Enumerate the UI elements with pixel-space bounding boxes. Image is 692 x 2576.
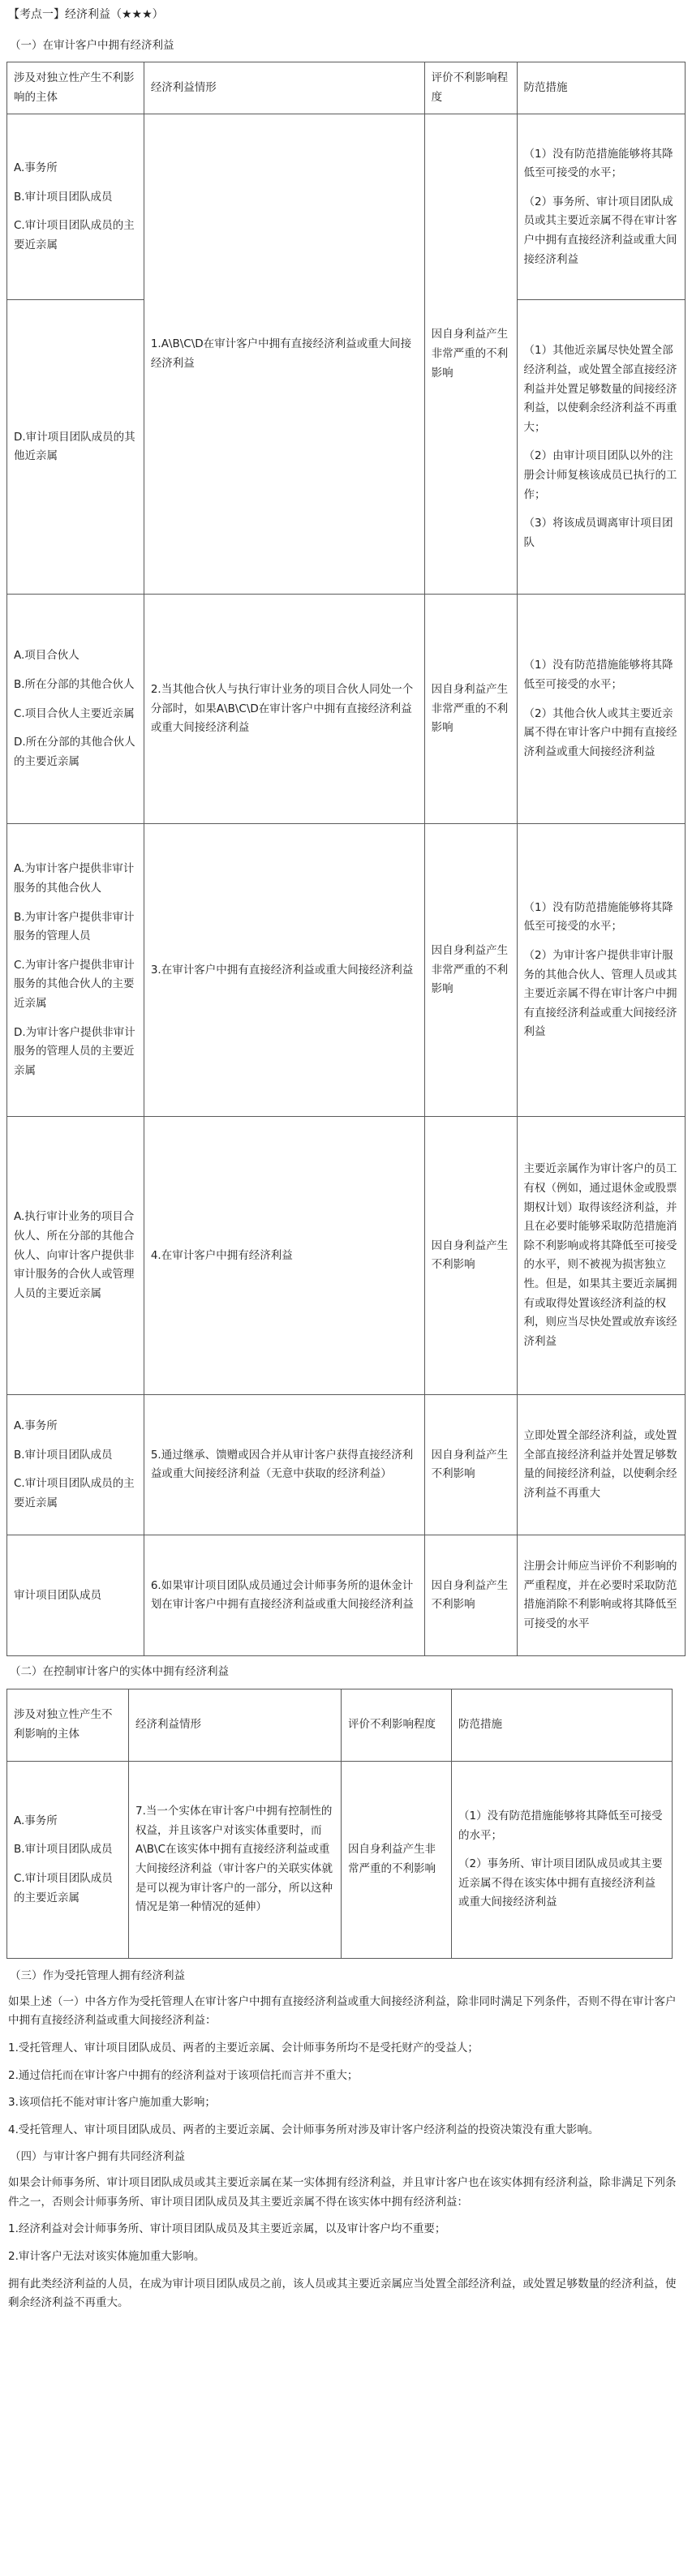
- header-situation: 经济利益情形: [144, 62, 424, 114]
- evaluation-cell: 因自身利益产生不利影响: [424, 1535, 517, 1656]
- page-title: 【考点一】经济利益（★★★）: [8, 8, 164, 21]
- measures-cell: [517, 1395, 686, 1535]
- section4-intro: 如果会计师事务所、审计项目团队成员或其主要近亲属在某一实体拥有经济利益，并且审计客户也在该实体拥有经济利益，除非满足下列条件之一，否则会计师事务所、审计项目团队成员及其主要近亲属不得在该实体中拥有经济利益：: [8, 2176, 677, 2209]
- measure-item: （2）为审计客户提供非审计服务的其他合伙人、管理人员或其主要近亲属不得在审计客户中拥有直接经济利益或重大间接经济利益: [523, 948, 677, 1039]
- situation-cell: 6.如果审计项目团队成员通过会计师事务所的退休金计划在审计客户中拥有直接经济利益或重大间接经济利益: [144, 1535, 424, 1656]
- evaluation-cell: 因自身利益产生不利影响: [424, 1117, 517, 1395]
- section3-item: 1.受托管理人、审计项目团队成员、两者的主要近亲属、会计师事务所均不是受托财产的受益人；: [8, 2041, 479, 2054]
- section3-heading: （三）作为受托管理人拥有经济利益: [10, 1969, 185, 1982]
- header-entity: 涉及对独立性产生不利影响的主体: [7, 62, 144, 114]
- measure-item: （1）没有防范措施能够将其降低至可接受的水平；: [523, 659, 673, 691]
- entity-cell: [7, 1395, 144, 1535]
- situation-cell: 7.当一个实体在审计客户中拥有控制性的权益，并且该客户对该实体重要时，而A\B\C在该实体中拥有直接经济利益或重大间接经济利益（审计客户的关联实体就是可以视为审计客户的一部分，所以这种情况是第一种情况的延伸）: [129, 1762, 342, 1959]
- entity-item: D.审计项目团队成员的其他近亲属: [14, 430, 135, 463]
- situation-cell: 4.在审计客户中拥有经济利益: [144, 1117, 424, 1395]
- entity-item: B.为审计客户提供非审计服务的管理人员: [14, 910, 135, 943]
- entity-item: A.为审计客户提供非审计服务的其他合伙人: [14, 862, 135, 895]
- table-row: [7, 1535, 686, 1656]
- table-row: [7, 1117, 686, 1395]
- section3-intro: 如果上述（一）中各方作为受托管理人在审计客户中拥有直接经济利益或重大间接经济利益，除非同时满足下列条件，否则不得在审计客户中拥有直接经济利益或重大间接经济利益：: [8, 1994, 677, 2028]
- entity-cell: [7, 1117, 144, 1395]
- measures-cell: [517, 300, 686, 595]
- header-measures: 防范措施: [452, 1689, 673, 1762]
- entity-cell: [7, 824, 144, 1117]
- table-row: [7, 1395, 686, 1535]
- entity-cell: [7, 114, 144, 300]
- table-row: [7, 1762, 673, 1959]
- header-entity: 涉及对独立性产生不利影响的主体: [7, 1689, 129, 1762]
- section4-closing: 拥有此类经济利益的人员，在成为审计项目团队成员之前，该人员或其主要近亲属应当处置全部经济利益，或处置足够数量的经济利益，使剩余经济利益不再重大。: [8, 2277, 677, 2310]
- situation-cell: 5.通过继承、馈赠或因合并从审计客户获得直接经济利益或重大间接经济利益（无意中获取的经济利益）: [144, 1395, 424, 1535]
- measure-item: （1）其他近亲属尽快处置全部经济利益，或处置全部直接经济利益并处置足够数量的间接经济利益，以使剩余经济利益不再重大；: [523, 344, 677, 434]
- entity-item: B.审计项目团队成员: [14, 1448, 113, 1462]
- entity-item: A.事务所: [14, 161, 58, 175]
- header-situation: 经济利益情形: [129, 1689, 342, 1762]
- table-header-row: [7, 62, 686, 114]
- measures-cell: [517, 595, 686, 824]
- evaluation-cell: 因自身利益产生非常严重的不利影响: [424, 114, 517, 595]
- section4-heading: （四）与审计客户拥有共同经济利益: [10, 2150, 185, 2164]
- measures-cell: [517, 824, 686, 1117]
- measures-cell: [452, 1762, 673, 1959]
- entity-item: A.执行审计业务的项目合伙人、所在分部的其他合伙人、向审计客户提供非审计服务的合伙人或管理人员的主要近亲属: [14, 1210, 135, 1300]
- measure-item: （2）事务所、审计项目团队成员或其主要近亲属不得在审计客户中拥有直接经济利益或重大间接经济利益: [523, 195, 677, 266]
- entity-item: A.项目合伙人: [14, 649, 80, 663]
- entity-item: D.所在分部的其他合伙人的主要近亲属: [14, 736, 135, 768]
- measure-item: （3）将该成员调离审计项目团队: [523, 517, 673, 549]
- header-measures: 防范措施: [517, 62, 686, 114]
- measure-item: 立即处置全部经济利益，或处置全部直接经济利益并处置足够数量的间接经济利益，以使剩余经济利益不再重大: [523, 1429, 677, 1500]
- entity-item: A.事务所: [14, 1814, 58, 1827]
- economic-interest-table: [6, 62, 686, 1656]
- table-header-row: [7, 1689, 673, 1762]
- section3-item: 3.该项信托不能对审计客户施加重大影响；: [8, 2096, 216, 2110]
- measure-item: （2）由审计项目团队以外的注册会计师复核该成员已执行的工作；: [523, 449, 677, 501]
- table-row: [7, 595, 686, 824]
- entity-item: B.审计项目团队成员: [14, 1843, 113, 1857]
- entity-item: 审计项目团队成员: [14, 1588, 101, 1602]
- section4-item: 2.审计客户无法对该实体施加重大影响。: [8, 2249, 205, 2263]
- header-evaluation: 评价不利影响程度: [424, 62, 517, 114]
- measures-cell: [517, 1117, 686, 1395]
- entity-cell: [7, 1535, 144, 1656]
- section1-heading: （一）在审计客户中拥有经济利益: [10, 38, 174, 52]
- entity-cell: [7, 300, 144, 595]
- measures-cell: [517, 1535, 686, 1656]
- measures-cell: [517, 114, 686, 300]
- entity-item: B.审计项目团队成员: [14, 190, 113, 204]
- table-row: [7, 824, 686, 1117]
- entity-item: B.所在分部的其他合伙人: [14, 677, 135, 691]
- entity-cell: [7, 1762, 129, 1959]
- entity-item: A.事务所: [14, 1419, 58, 1433]
- situation-cell: 3.在审计客户中拥有直接经济利益或重大间接经济利益: [144, 824, 424, 1117]
- measure-item: （1）没有防范措施能够将其降低至可接受的水平；: [523, 900, 673, 934]
- entity-item: D.为审计客户提供非审计服务的管理人员的主要近亲属: [14, 1025, 135, 1077]
- controlling-entity-table: [6, 1689, 673, 1959]
- evaluation-cell: 因自身利益产生不利影响: [424, 1395, 517, 1535]
- situation-cell: 2.当其他合伙人与执行审计业务的项目合伙人同处一个分部时，如果A\B\C\D在审计客户中拥有直接经济利益或重大间接经济利益: [144, 595, 424, 824]
- situation-cell: 1.A\B\C\D在审计客户中拥有直接经济利益或重大间接经济利益: [144, 114, 424, 595]
- entity-item: C.审计项目团队成员的主要近亲属: [14, 219, 135, 251]
- entity-item: C.项目合伙人主要近亲属: [14, 706, 135, 720]
- section2-heading: （二）在控制审计客户的实体中拥有经济利益: [10, 1665, 229, 1679]
- entity-item: C.为审计客户提供非审计服务的其他合伙人的主要近亲属: [14, 958, 135, 1010]
- measure-item: （1）没有防范措施能够将其降低至可接受的水平；: [458, 1809, 663, 1842]
- measure-item: （1）没有防范措施能够将其降低至可接受的水平；: [523, 147, 673, 180]
- measure-item: （2）其他合伙人或其主要近亲属不得在审计客户中拥有直接经济利益或重大间接经济利益: [523, 706, 677, 758]
- section4-item: 1.经济利益对会计师事务所、审计项目团队成员及其主要近亲属，以及审计客户均不重要；: [8, 2222, 446, 2236]
- header-evaluation: 评价不利影响程度: [342, 1689, 452, 1762]
- section3-item: 4.受托管理人、审计项目团队成员、两者的主要近亲属、会计师事务所对涉及审计客户经济利益的投资决策没有重大影响。: [8, 2123, 600, 2136]
- entity-item: C.审计项目团队成员的主要近亲属: [14, 1477, 135, 1509]
- section3-item: 2.通过信托而在审计客户中拥有的经济利益对于该项信托而言并不重大；: [8, 2068, 359, 2082]
- entity-item: C.审计项目团队成员的主要近亲属: [14, 1872, 113, 1904]
- evaluation-cell: 因自身利益产生非常严重的不利影响: [424, 824, 517, 1117]
- measure-item: 主要近亲属作为审计客户的员工有权（例如，通过退休金或股票期权计划）取得该经济利益，并且在必要时能够采取防范措施消除不利影响或将其降低至可接受的水平，则不被视为损害独立性。但是，如果其主要近亲属拥有或取得处置该经济利益的权利，则应当尽快处置或放弃该经济利益: [523, 1162, 677, 1348]
- entity-cell: [7, 595, 144, 824]
- evaluation-cell: 因自身利益产生非常严重的不利影响: [424, 595, 517, 824]
- evaluation-cell: 因自身利益产生非常严重的不利影响: [342, 1762, 452, 1959]
- table-row: [7, 114, 686, 300]
- measure-item: （2）事务所、审计项目团队成员或其主要近亲属不得在该实体中拥有直接经济利益或重大间接经济利益: [458, 1857, 663, 1909]
- measure-item: 注册会计师应当评价不利影响的严重程度，并在必要时采取防范措施消除不利影响或将其降低至可接受的水平: [523, 1560, 677, 1630]
